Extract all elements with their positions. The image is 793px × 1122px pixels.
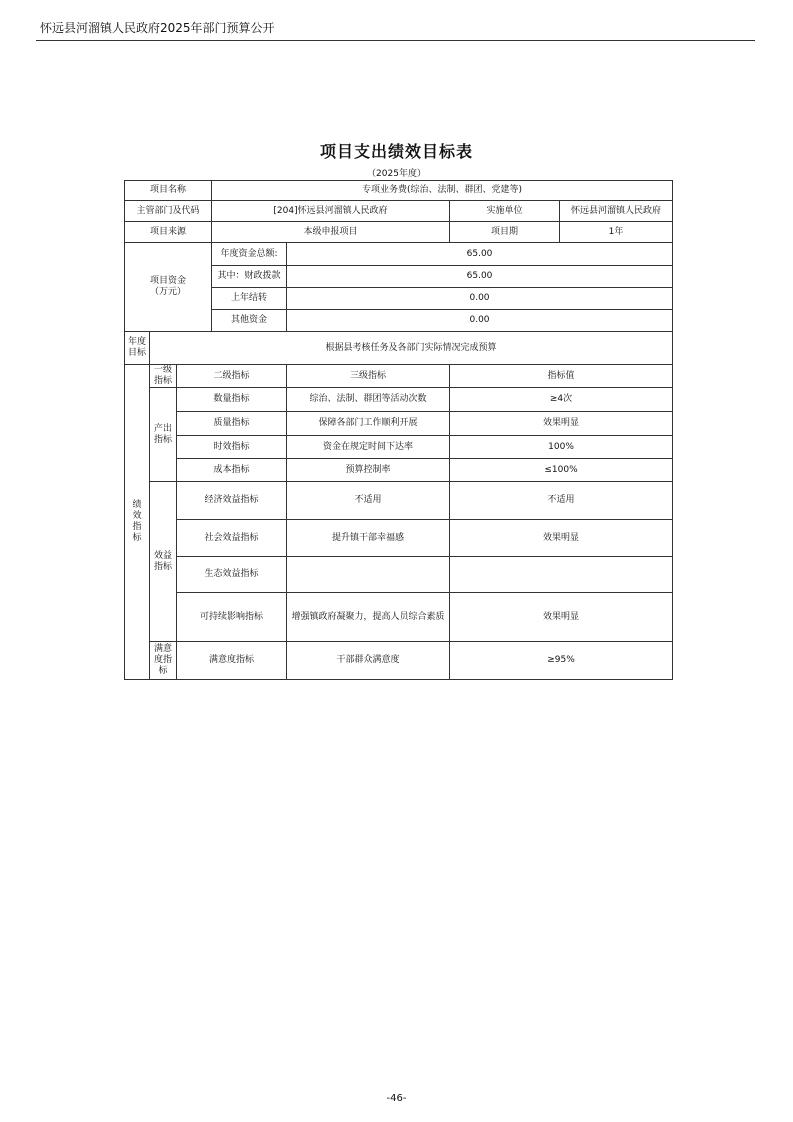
project-fund-label bbox=[125, 243, 212, 332]
indicator-value-header: 指标值 bbox=[450, 365, 673, 388]
annual-goal-label bbox=[125, 332, 150, 365]
table-row bbox=[125, 436, 673, 459]
fund-total-value: 65.00 bbox=[287, 243, 673, 266]
fund-total-label: 年度资金总额: bbox=[212, 243, 287, 266]
fund-other-value: 0.00 bbox=[287, 310, 673, 332]
level3-cell: 干部群众满意度 bbox=[287, 642, 450, 680]
table-row bbox=[125, 642, 673, 680]
fund-fiscal-value: 65.00 bbox=[287, 266, 673, 288]
level2-cell: 时效指标 bbox=[177, 436, 287, 459]
benefit-indicator-label-text: 效益指标 bbox=[153, 550, 172, 572]
indicator-value-cell: 效果明显 bbox=[450, 412, 673, 436]
row-source bbox=[125, 222, 673, 243]
indicator-value-cell bbox=[450, 557, 673, 593]
level3-header: 三级指标 bbox=[287, 365, 450, 388]
project-fund-label-line1: 项目资金 bbox=[149, 276, 186, 286]
table-row bbox=[125, 557, 673, 593]
level2-header: 二级指标 bbox=[177, 365, 287, 388]
project-fund-label-line2: （万元） bbox=[149, 287, 186, 297]
project-name-value: 专项业务费(综治、法制、群团、党建等) bbox=[212, 181, 673, 201]
indicator-value-cell: 100% bbox=[450, 436, 673, 459]
implementing-unit-value: 怀远县河溜镇人民政府 bbox=[560, 201, 673, 222]
level3-cell: 预算控制率 bbox=[287, 459, 450, 482]
row-department bbox=[125, 201, 673, 222]
page-header: 怀远县河溜镇人民政府2025年部门预算公开 bbox=[40, 21, 275, 35]
level3-cell: 保障各部门工作顺利开展 bbox=[287, 412, 450, 436]
satisfaction-indicator-label: 满意度指标 bbox=[150, 642, 177, 680]
table-row bbox=[125, 593, 673, 642]
row-project-name bbox=[125, 181, 673, 201]
annual-goal-value: 根据县考核任务及各部门实际情况完成预算 bbox=[150, 332, 673, 365]
benefit-indicator-label bbox=[150, 482, 177, 642]
level2-cell: 可持续影响指标 bbox=[177, 593, 287, 642]
table-row bbox=[125, 412, 673, 436]
indicator-value-cell: ≥4次 bbox=[450, 388, 673, 412]
project-period-value: 1年 bbox=[560, 222, 673, 243]
indicator-value-cell: 效果明显 bbox=[450, 520, 673, 557]
table-row bbox=[125, 459, 673, 482]
indicator-value-cell: ≤100% bbox=[450, 459, 673, 482]
level3-cell: 综治、法制、群团等活动次数 bbox=[287, 388, 450, 412]
department-value: [204]怀远县河溜镇人民政府 bbox=[212, 201, 450, 222]
level3-cell bbox=[287, 557, 450, 593]
output-indicator-label-text: 产出指标 bbox=[153, 423, 172, 445]
fund-carryover-value: 0.00 bbox=[287, 288, 673, 310]
document-title: 项目支出绩效目标表 bbox=[319, 142, 473, 161]
annual-goal-label-line2: 目标 bbox=[127, 348, 146, 358]
header-divider bbox=[36, 40, 755, 41]
page-number: -46- bbox=[386, 1093, 407, 1104]
indicator-value-cell: ≥95% bbox=[450, 642, 673, 680]
document-year: （2025年度） bbox=[367, 169, 426, 179]
level3-cell: 不适用 bbox=[287, 482, 450, 520]
implementing-unit-label: 实施单位 bbox=[450, 201, 560, 222]
indicator-value-cell: 不适用 bbox=[450, 482, 673, 520]
level1-header: 一级指标 bbox=[150, 365, 177, 388]
level2-cell: 成本指标 bbox=[177, 459, 287, 482]
level3-cell: 资金在规定时间下达率 bbox=[287, 436, 450, 459]
project-source-value: 本级申报项目 bbox=[212, 222, 450, 243]
department-label: 主管部门及代码 bbox=[125, 201, 212, 222]
performance-indicator-label-text: 绩效指标 bbox=[132, 500, 142, 543]
table-row bbox=[125, 520, 673, 557]
level2-cell: 数量指标 bbox=[177, 388, 287, 412]
level2-cell: 经济效益指标 bbox=[177, 482, 287, 520]
indicator-value-cell: 效果明显 bbox=[450, 593, 673, 642]
fund-other-label: 其他资金 bbox=[212, 310, 287, 332]
level2-cell: 生态效益指标 bbox=[177, 557, 287, 593]
level3-cell: 提升镇干部幸福感 bbox=[287, 520, 450, 557]
table-row bbox=[125, 388, 673, 412]
table-row bbox=[125, 482, 673, 520]
level2-cell: 满意度指标 bbox=[177, 642, 287, 680]
annual-goal-label-line1: 年度 bbox=[127, 337, 146, 347]
performance-indicator-label bbox=[125, 365, 150, 680]
project-name-label: 项目名称 bbox=[125, 181, 212, 201]
performance-target-table bbox=[124, 180, 673, 680]
fund-fiscal-label: 其中：财政拨款 bbox=[212, 266, 287, 288]
output-indicator-label bbox=[150, 388, 177, 482]
project-source-label: 项目来源 bbox=[125, 222, 212, 243]
project-period-label: 项目期 bbox=[450, 222, 560, 243]
row-annual-goal bbox=[125, 332, 673, 365]
level2-cell: 社会效益指标 bbox=[177, 520, 287, 557]
level2-cell: 质量指标 bbox=[177, 412, 287, 436]
fund-carryover-label: 上年结转 bbox=[212, 288, 287, 310]
row-indicator-header bbox=[125, 365, 673, 388]
level3-cell: 增强镇政府凝聚力，提高人员综合素质 bbox=[287, 593, 450, 642]
row-fund-total bbox=[125, 243, 673, 266]
